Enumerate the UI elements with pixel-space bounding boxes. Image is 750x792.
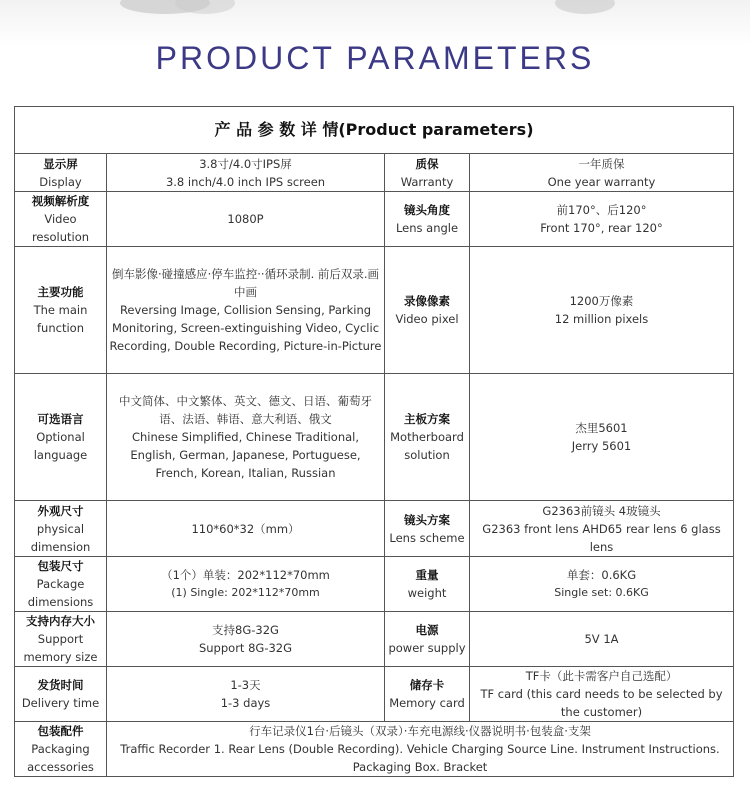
value-cell: 支持8G-32G Support 8G-32G [107,612,385,667]
table-row [15,247,734,374]
value-cell: 110*60*32（mm） [107,501,385,557]
table-row [15,612,734,667]
table-row [15,374,734,501]
page-title: PRODUCT PARAMETERS [155,40,595,76]
label-cell: 质保 Warranty [385,154,470,192]
value-cell: 3.8寸/4.0寸IPS屏 3.8 inch/4.0 inch IPS screen [107,154,385,192]
label-cell: 外观尺寸 physical dimension [15,501,107,557]
table-row [15,192,734,247]
value-cell: 5V 1A [470,612,734,667]
label-cell: 镜头角度 Lens angle [385,192,470,247]
table-header-row [15,107,734,154]
label-cell: 包装尺寸 Package dimensions [15,557,107,612]
value-cell: 倒车影像·碰撞感应·停车监控··循环录制. 前后双录.画中画 Reversing Image, Collision Sensing, Parking Monitoring, Screen-extinguishing Video, Cyclic Recording, Double Recording, Picture-in-Picture [107,247,385,374]
product-photo-fragment [555,0,615,14]
label-cell: 电源 power supply [385,612,470,667]
label-cell: 重量 weight [385,557,470,612]
table-row [15,722,734,777]
value-cell: TF卡（此卡需客户自己选配） TF card (this card needs to be selected by the customer) [470,667,734,722]
table-row [15,501,734,557]
value-cell: G2363前镜头 4玻镜头 G2363 front lens AHD65 rear lens 6 glass lens [470,501,734,557]
table-row [15,667,734,722]
value-cell: 1200万像素 12 million pixels [470,247,734,374]
label-cell: 发货时间 Delivery time [15,667,107,722]
table-title: 产 品 参 数 详 情(Product parameters) [15,107,734,154]
label-cell: 储存卡 Memory card [385,667,470,722]
label-cell: 主板方案 Motherboard solution [385,374,470,501]
label-cell: 可选语言 Optional language [15,374,107,501]
parameters-table [14,106,734,777]
label-cell: 视频解析度 Video resolution [15,192,107,247]
value-cell: 前170°、后120° Front 170°, rear 120° [470,192,734,247]
accessories-value-cell: 行车记录仪1台·后镜头（双录）·车充电源线·仪器说明书·包装盒·支架 Traffic Recorder 1. Rear Lens (Double Recording). Vehicle Charging Source Line. Instrument Instructions. Packaging Box. Bracket [107,722,734,777]
label-cell: 显示屏 Display [15,154,107,192]
value-cell: 1080P [107,192,385,247]
value-cell: 一年质保 One year warranty [470,154,734,192]
table-row [15,557,734,612]
label-cell: 包装配件 Packaging accessories [15,722,107,777]
value-cell: 中文简体、中文繁体、英文、德文、日语、葡萄牙语、法语、韩语、意大利语、俄文 Chinese Simplified, Chinese Traditional, English, German, Japanese, Portuguese, French, Korean, Italian, Russian [107,374,385,501]
value-cell: 1-3天 1-3 days [107,667,385,722]
label-cell: 录像像素 Video pixel [385,247,470,374]
value-cell: 单套：0.6KG Single set: 0.6KG [470,557,734,612]
label-cell: 支持内存大小 Support memory size [15,612,107,667]
value-cell: （1个）单装：202*112*70mm (1) Single: 202*112*70mm [107,557,385,612]
label-cell: 镜头方案 Lens scheme [385,501,470,557]
table-row [15,154,734,192]
value-cell: 杰里5601 Jerry 5601 [470,374,734,501]
label-cell: 主要功能 The main function [15,247,107,374]
